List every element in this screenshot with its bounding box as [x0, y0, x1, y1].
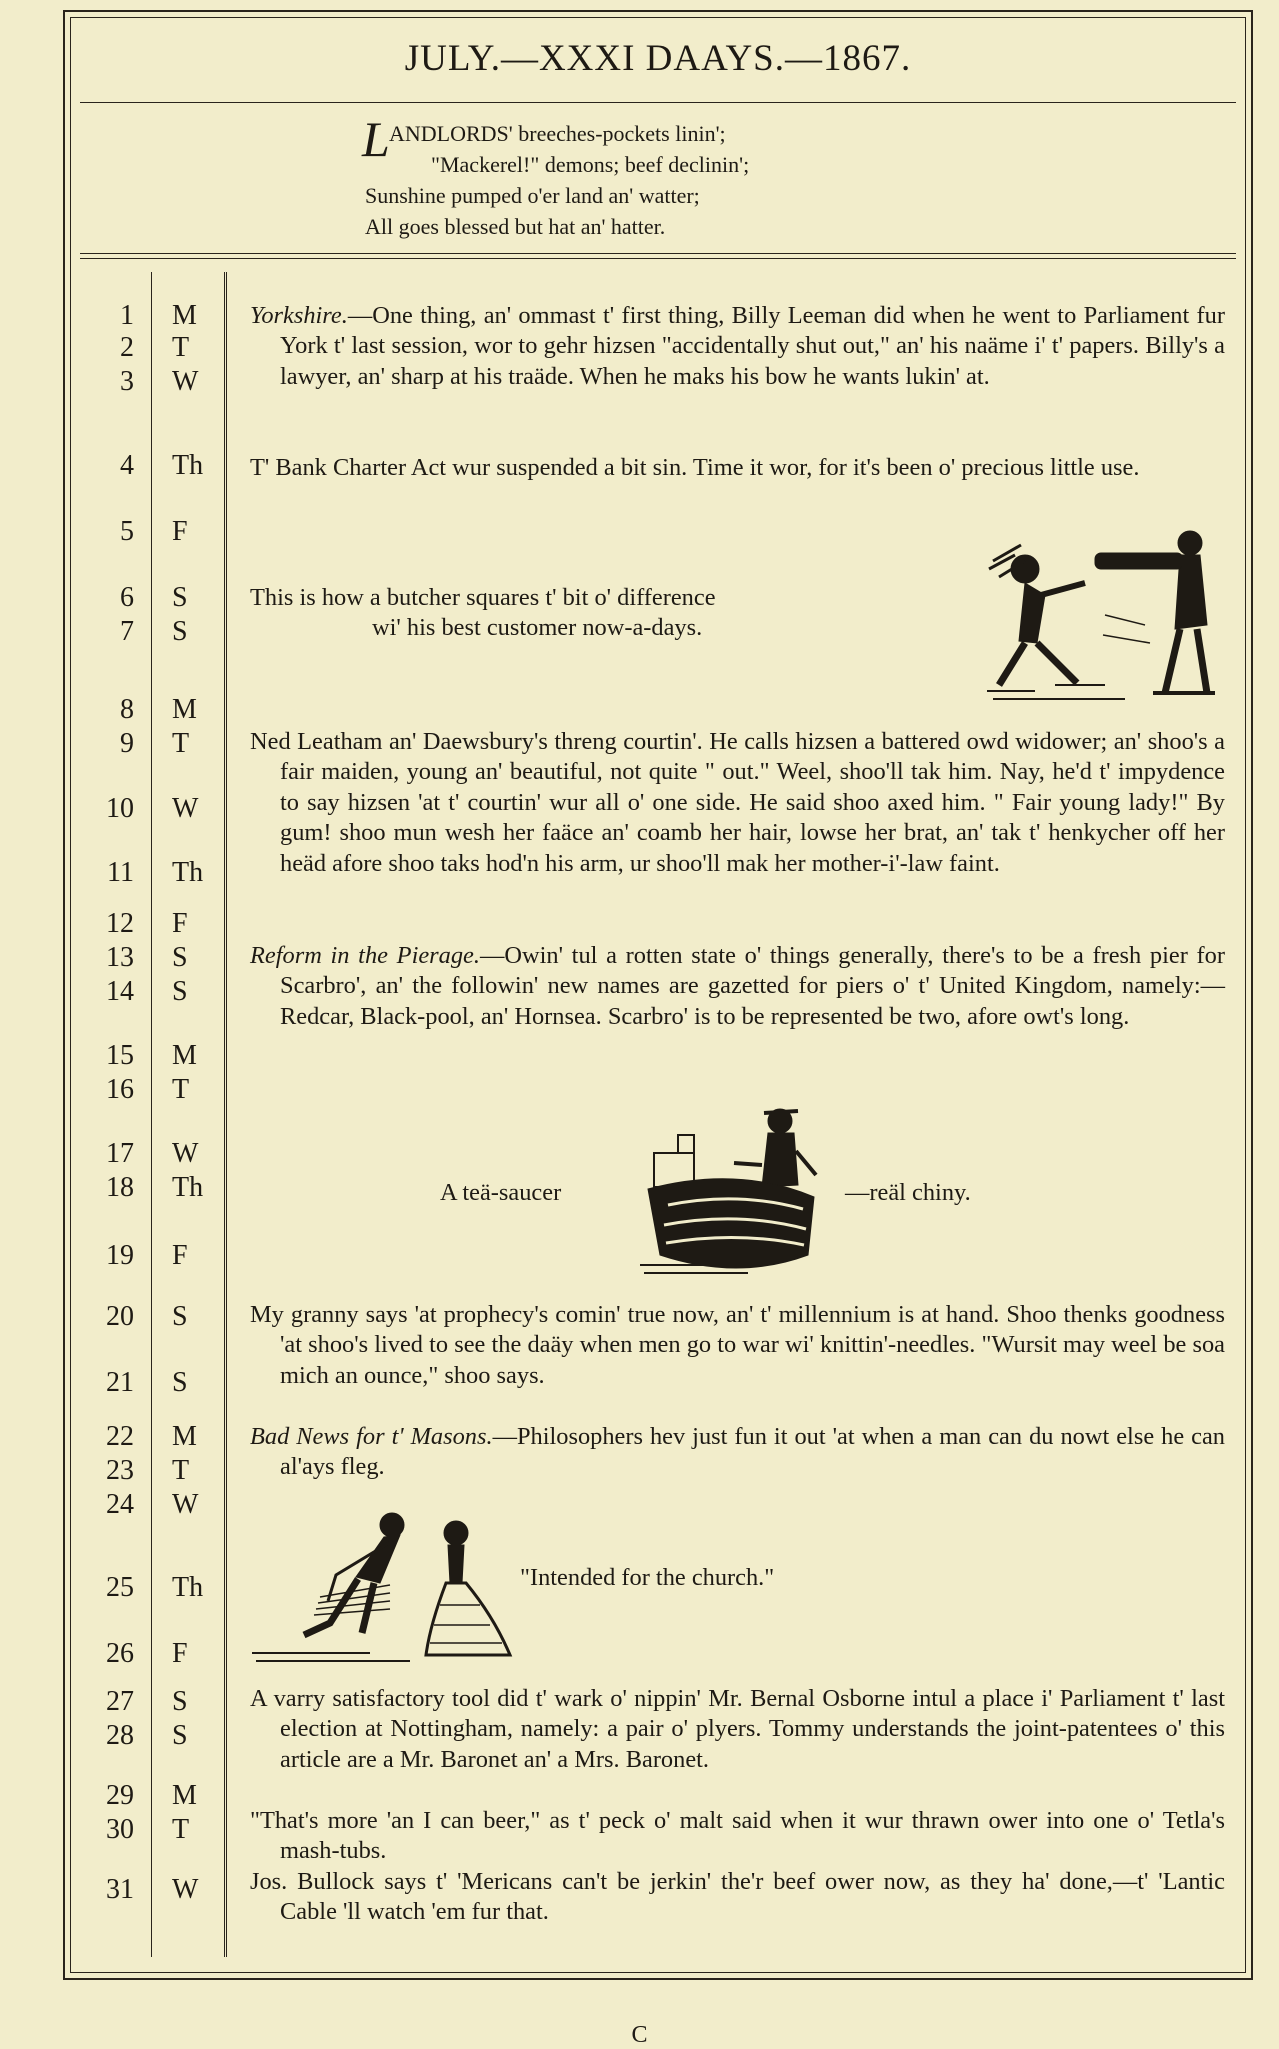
saucer-illustration — [638, 1105, 828, 1280]
church-illustration — [250, 1505, 520, 1665]
day-weekday: T — [172, 332, 190, 363]
day-weekday: M — [172, 300, 197, 331]
saucer-caption-right: —reäl chiny. — [845, 1179, 971, 1206]
page-title: JULY.—XXXI DAAYS.—1867. — [404, 38, 912, 79]
day-number: 1 — [120, 300, 134, 331]
day-number: 21 — [106, 1367, 134, 1398]
day-weekday: T — [172, 728, 190, 759]
day-weekday: M — [172, 694, 197, 725]
verse-line-2: "Mackerel!" demons; beef declinin'; — [431, 152, 750, 177]
day-weekday: F — [172, 516, 188, 547]
day-number: 2 — [120, 332, 134, 363]
day-weekday: W — [172, 793, 199, 824]
day-number: 6 — [120, 582, 134, 613]
day-weekday: Th — [172, 1172, 204, 1203]
column-rule-1 — [151, 272, 152, 1957]
entry-reform-pierage — [250, 941, 1225, 1032]
day-weekday: W — [172, 1138, 199, 1169]
entry-bernal-osborne: A varry satisfactory tool did t' wark o' nippin' Mr. Bernal Osborne intul a place i' Parliament t' last election at Nottingham, namely: a pair o' plyers. Tommy understands the joint-patentees o' this article are a Mr. Baronet an' a Mrs. Baronet. — [250, 1685, 1225, 1773]
day-number: 10 — [106, 793, 134, 824]
day-number: 23 — [106, 1455, 134, 1486]
day-weekday: S — [172, 1720, 188, 1751]
day-weekday: F — [172, 1638, 188, 1669]
day-number: 5 — [120, 516, 134, 547]
butcher-caption-line-2: wi' his best customer now-a-days. — [372, 614, 703, 641]
entry-jos-bullock: Jos. Bullock says t' 'Mericans can't be jerkin' the'r beef ower now, as they ha' done,—t' 'Lantic Cable 'll watch 'em fur that. — [250, 1868, 1225, 1926]
day-number: 24 — [106, 1489, 134, 1520]
verse-rule-bottom — [80, 258, 1236, 259]
day-weekday: S — [172, 1686, 188, 1717]
day-number: 4 — [120, 450, 134, 481]
church-caption: "Intended for the church." — [520, 1564, 775, 1591]
entry-masons-lead: Bad News for t' Masons. — [250, 1423, 493, 1450]
day-weekday: S — [172, 976, 188, 1007]
day-number: 16 — [106, 1074, 134, 1105]
day-weekday: M — [172, 1421, 197, 1452]
day-number: 26 — [106, 1638, 134, 1669]
day-number: 12 — [106, 908, 134, 939]
entry-yorkshire-body: —One thing, an' ommast t' first thing, Billy Leeman did when he went to Parliament fur York t' last session, wor to gehr hizsen "accidentally shut out," an' his naäme i' t' papers. Billy's a lawyer, an' sharp at his traäde. When he maks his bow he wants lukin' at. — [280, 302, 1225, 390]
day-number: 22 — [106, 1421, 134, 1452]
butcher-caption-line-1: This is how a butcher squares t' bit o' difference — [250, 584, 716, 611]
day-number: 9 — [120, 728, 134, 759]
entry-yorkshire-lead: Yorkshire. — [250, 302, 348, 329]
day-weekday: M — [172, 1040, 197, 1071]
entry-reform-lead: Reform in the Pierage. — [250, 942, 480, 969]
day-weekday: F — [172, 908, 188, 939]
day-number: 18 — [106, 1172, 134, 1203]
entry-bank-charter: T' Bank Charter Act wur suspended a bit sin. Time it wor, for it's been o' precious little use. — [250, 454, 1140, 481]
entry-ned-leatham: Ned Leatham an' Daewsbury's threng courtin'. He calls hizsen a battered owd widower; an' shoo's a fair maiden, young an' beautiful, not quite " out." Weel, shoo'll tak him. Nay, he'd t' impydence to say hizsen 'at t' courtin' wur all o' one side. He said shoo axed him. " Fair young lady!" By gum! shoo mun wesh her faäce an' coamb her hair, lowse her brat, an' tak t' henkycher off her heäd afore shoo taks hod'n his arm, ur shoo'll mak her mother-i'-law faint. — [250, 728, 1225, 877]
day-number: 30 — [106, 1814, 134, 1845]
entry-bad-news-masons — [250, 1422, 1225, 1483]
day-number: 29 — [106, 1780, 134, 1811]
day-number: 17 — [106, 1138, 134, 1169]
saucer-caption-left: A teä-saucer — [440, 1179, 562, 1206]
entry-peck-o-malt: "That's more 'an I can beer," as t' peck o' malt said when it wur thrawn ower into one o' Tetla's mash-tubs. — [250, 1807, 1225, 1865]
verse-line-4: All goes blessed but hat an' hatter. — [365, 214, 666, 239]
butcher-illustration — [985, 525, 1220, 705]
day-number: 25 — [106, 1572, 134, 1603]
day-weekday: W — [172, 1874, 199, 1905]
verse — [362, 111, 750, 242]
day-number: 15 — [106, 1040, 134, 1071]
entry-yorkshire — [250, 301, 1225, 392]
day-weekday: S — [172, 582, 188, 613]
entry-reform-body: —Owin' tul a rotten state o' things generally, there's to be a fresh pier for Scarbro', an' the followin' new names are gazetted for piers o' t' United Kingdom, namely:—Redcar, Black-pool, an' Hornsea. Scarbro' is to be represented be two, afore owt's long. — [280, 942, 1225, 1030]
day-weekday: T — [172, 1074, 190, 1105]
verse-line-3: Sunshine pumped o'er land an' watter; — [365, 183, 700, 208]
verse-line-1: ANDLORDS' breeches-pockets linin'; — [389, 121, 726, 146]
day-number: 11 — [107, 857, 134, 888]
day-weekday: F — [172, 1240, 188, 1271]
day-weekday: W — [172, 366, 199, 397]
day-weekday: Th — [172, 857, 204, 888]
verse-rule-top — [80, 253, 1236, 254]
day-number: 13 — [106, 942, 134, 973]
day-weekday: S — [172, 942, 188, 973]
entry-masons-body: —Philosophers hev just fun it out 'at when a man can du nowt else he can al'ays fleg. — [280, 1423, 1225, 1481]
title-rule — [80, 102, 1236, 103]
day-number: 7 — [120, 616, 134, 647]
day-number: 31 — [106, 1874, 134, 1905]
day-weekday: T — [172, 1455, 190, 1486]
day-weekday: T — [172, 1814, 190, 1845]
column-rule-2 — [224, 272, 227, 1957]
day-weekday: S — [172, 1367, 188, 1398]
day-number: 19 — [106, 1240, 134, 1271]
signature-mark: C — [631, 2022, 648, 2048]
day-number: 8 — [120, 694, 134, 725]
day-number: 3 — [120, 366, 134, 397]
day-weekday: W — [172, 1489, 199, 1520]
day-number: 28 — [106, 1720, 134, 1751]
day-weekday: Th — [172, 450, 204, 481]
day-weekday: Th — [172, 1572, 204, 1603]
verse-dropcap: L — [362, 111, 390, 167]
day-weekday: S — [172, 1301, 188, 1332]
day-number: 14 — [106, 976, 134, 1007]
entry-granny-prophecy: My granny says 'at prophecy's comin' true now, an' t' millennium is at hand. Shoo thenks goodness 'at shoo's lived to see the daäy when men go to war wi' knittin'-needles. "Wursit may weel be soa mich an ounce," shoo says. — [250, 1301, 1225, 1389]
day-number: 27 — [106, 1686, 134, 1717]
day-weekday: M — [172, 1780, 197, 1811]
day-weekday: S — [172, 616, 188, 647]
day-number: 20 — [106, 1301, 134, 1332]
